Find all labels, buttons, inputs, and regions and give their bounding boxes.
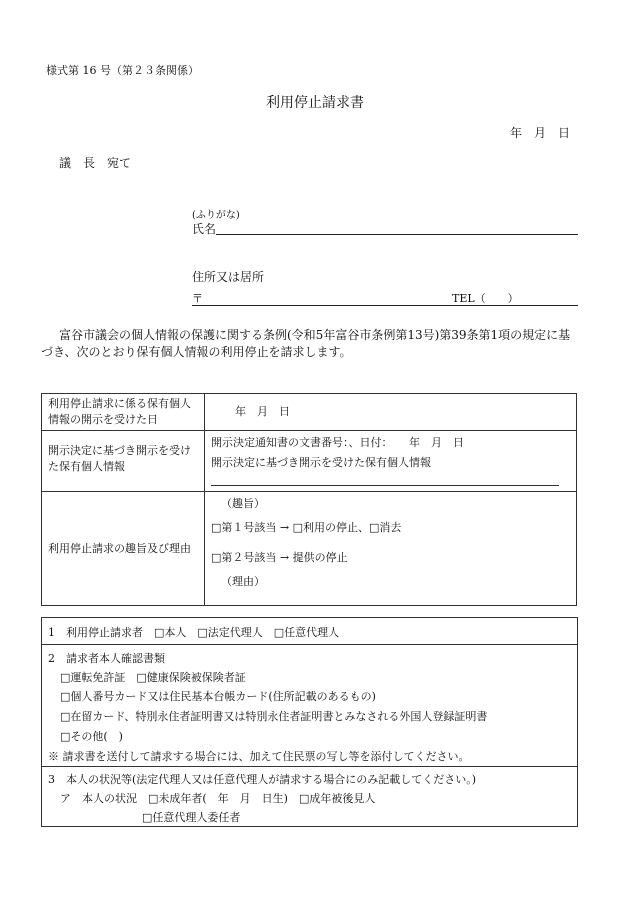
table-row — [42, 431, 577, 492]
table-row — [42, 394, 577, 431]
notice-doc-number[interactable]: 開示決定通知書の文書番号：、日付： 年 月 日 — [211, 436, 464, 449]
principal-status[interactable]: ア 本人の状況 □未成年者( 年 月 日生) □成年被後見人 — [60, 792, 376, 805]
page-title: 利用停止請求書 — [266, 95, 364, 111]
furigana-label: (ふりがな) — [192, 210, 240, 221]
principal-status-2[interactable]: □任意代理人委任者 — [142, 811, 241, 824]
address-field-line[interactable] — [192, 305, 578, 306]
requester-info-box — [41, 617, 578, 827]
intro-paragraph: 富谷市議会の個人情報の保護に関する条例(令和5年富谷市条例第13号)第39条第1項の規定に基づき、次のとおり保有個人情報の利用停止を請求します。 — [41, 328, 571, 359]
id-doc-item[interactable]: □在留カード、特別永住者証明書又は特別永住者証明書とみなされる外国人登録証明書 — [60, 710, 488, 723]
request-details-table — [41, 393, 577, 606]
option-clause-1[interactable]: □第１号該当 → □利用の停止、□消去 — [211, 521, 402, 534]
option-clause-2[interactable]: □第２号該当 → 提供の停止 — [211, 551, 348, 564]
disclosure-date-label: 利用停止請求に係る保有個人情報の開示を受けた日 — [42, 394, 205, 431]
purpose-heading: （趣旨） — [221, 497, 265, 510]
date-line: 年 月 日 — [510, 126, 571, 140]
mail-note: ※ 請求書を送付して請求する場合には、加えて住民票の写し等を添付してください。 — [48, 750, 470, 763]
id-docs-heading: 2 請求者本人確認書類 — [48, 652, 165, 665]
postal-mark: 〒 — [192, 292, 203, 305]
purpose-reason-label: 利用停止請求の趣旨及び理由 — [42, 492, 205, 606]
status-heading: 3 本人の状況等(法定代理人又は任意代理人が請求する場合にのみ記載してください。) — [48, 773, 477, 786]
disclosed-info-text: 開示決定に基づき開示を受けた保有個人情報 — [211, 456, 431, 469]
requester-type[interactable]: 1 利用停止請求者 □本人 □法定代理人 □任意代理人 — [48, 626, 340, 639]
reason-heading: （理由） — [221, 575, 265, 588]
disclosure-date-value[interactable]: 年 月 日 — [205, 394, 577, 431]
name-label: 氏名 — [192, 222, 217, 236]
form-number: 様式第 16 号（第２３条関係） — [46, 64, 199, 77]
table-row — [42, 492, 577, 606]
disclosed-info-label: 開示決定に基づき開示を受けた保有個人情報 — [42, 431, 205, 492]
addressee: 議 長 宛て — [59, 156, 132, 170]
disclosed-info-line[interactable] — [211, 485, 559, 486]
id-doc-item[interactable]: □個人番号カード又は住民基本台帳カード(住所記載のあるもの) — [60, 690, 376, 703]
name-field-line[interactable] — [216, 234, 578, 235]
id-doc-item[interactable]: □運転免許証 □健康保険被保険者証 — [60, 671, 246, 684]
id-doc-item[interactable]: □その他( ) — [60, 730, 123, 743]
address-label: 住所又は居所 — [192, 270, 265, 284]
tel-label: TEL（ ） — [452, 292, 519, 305]
